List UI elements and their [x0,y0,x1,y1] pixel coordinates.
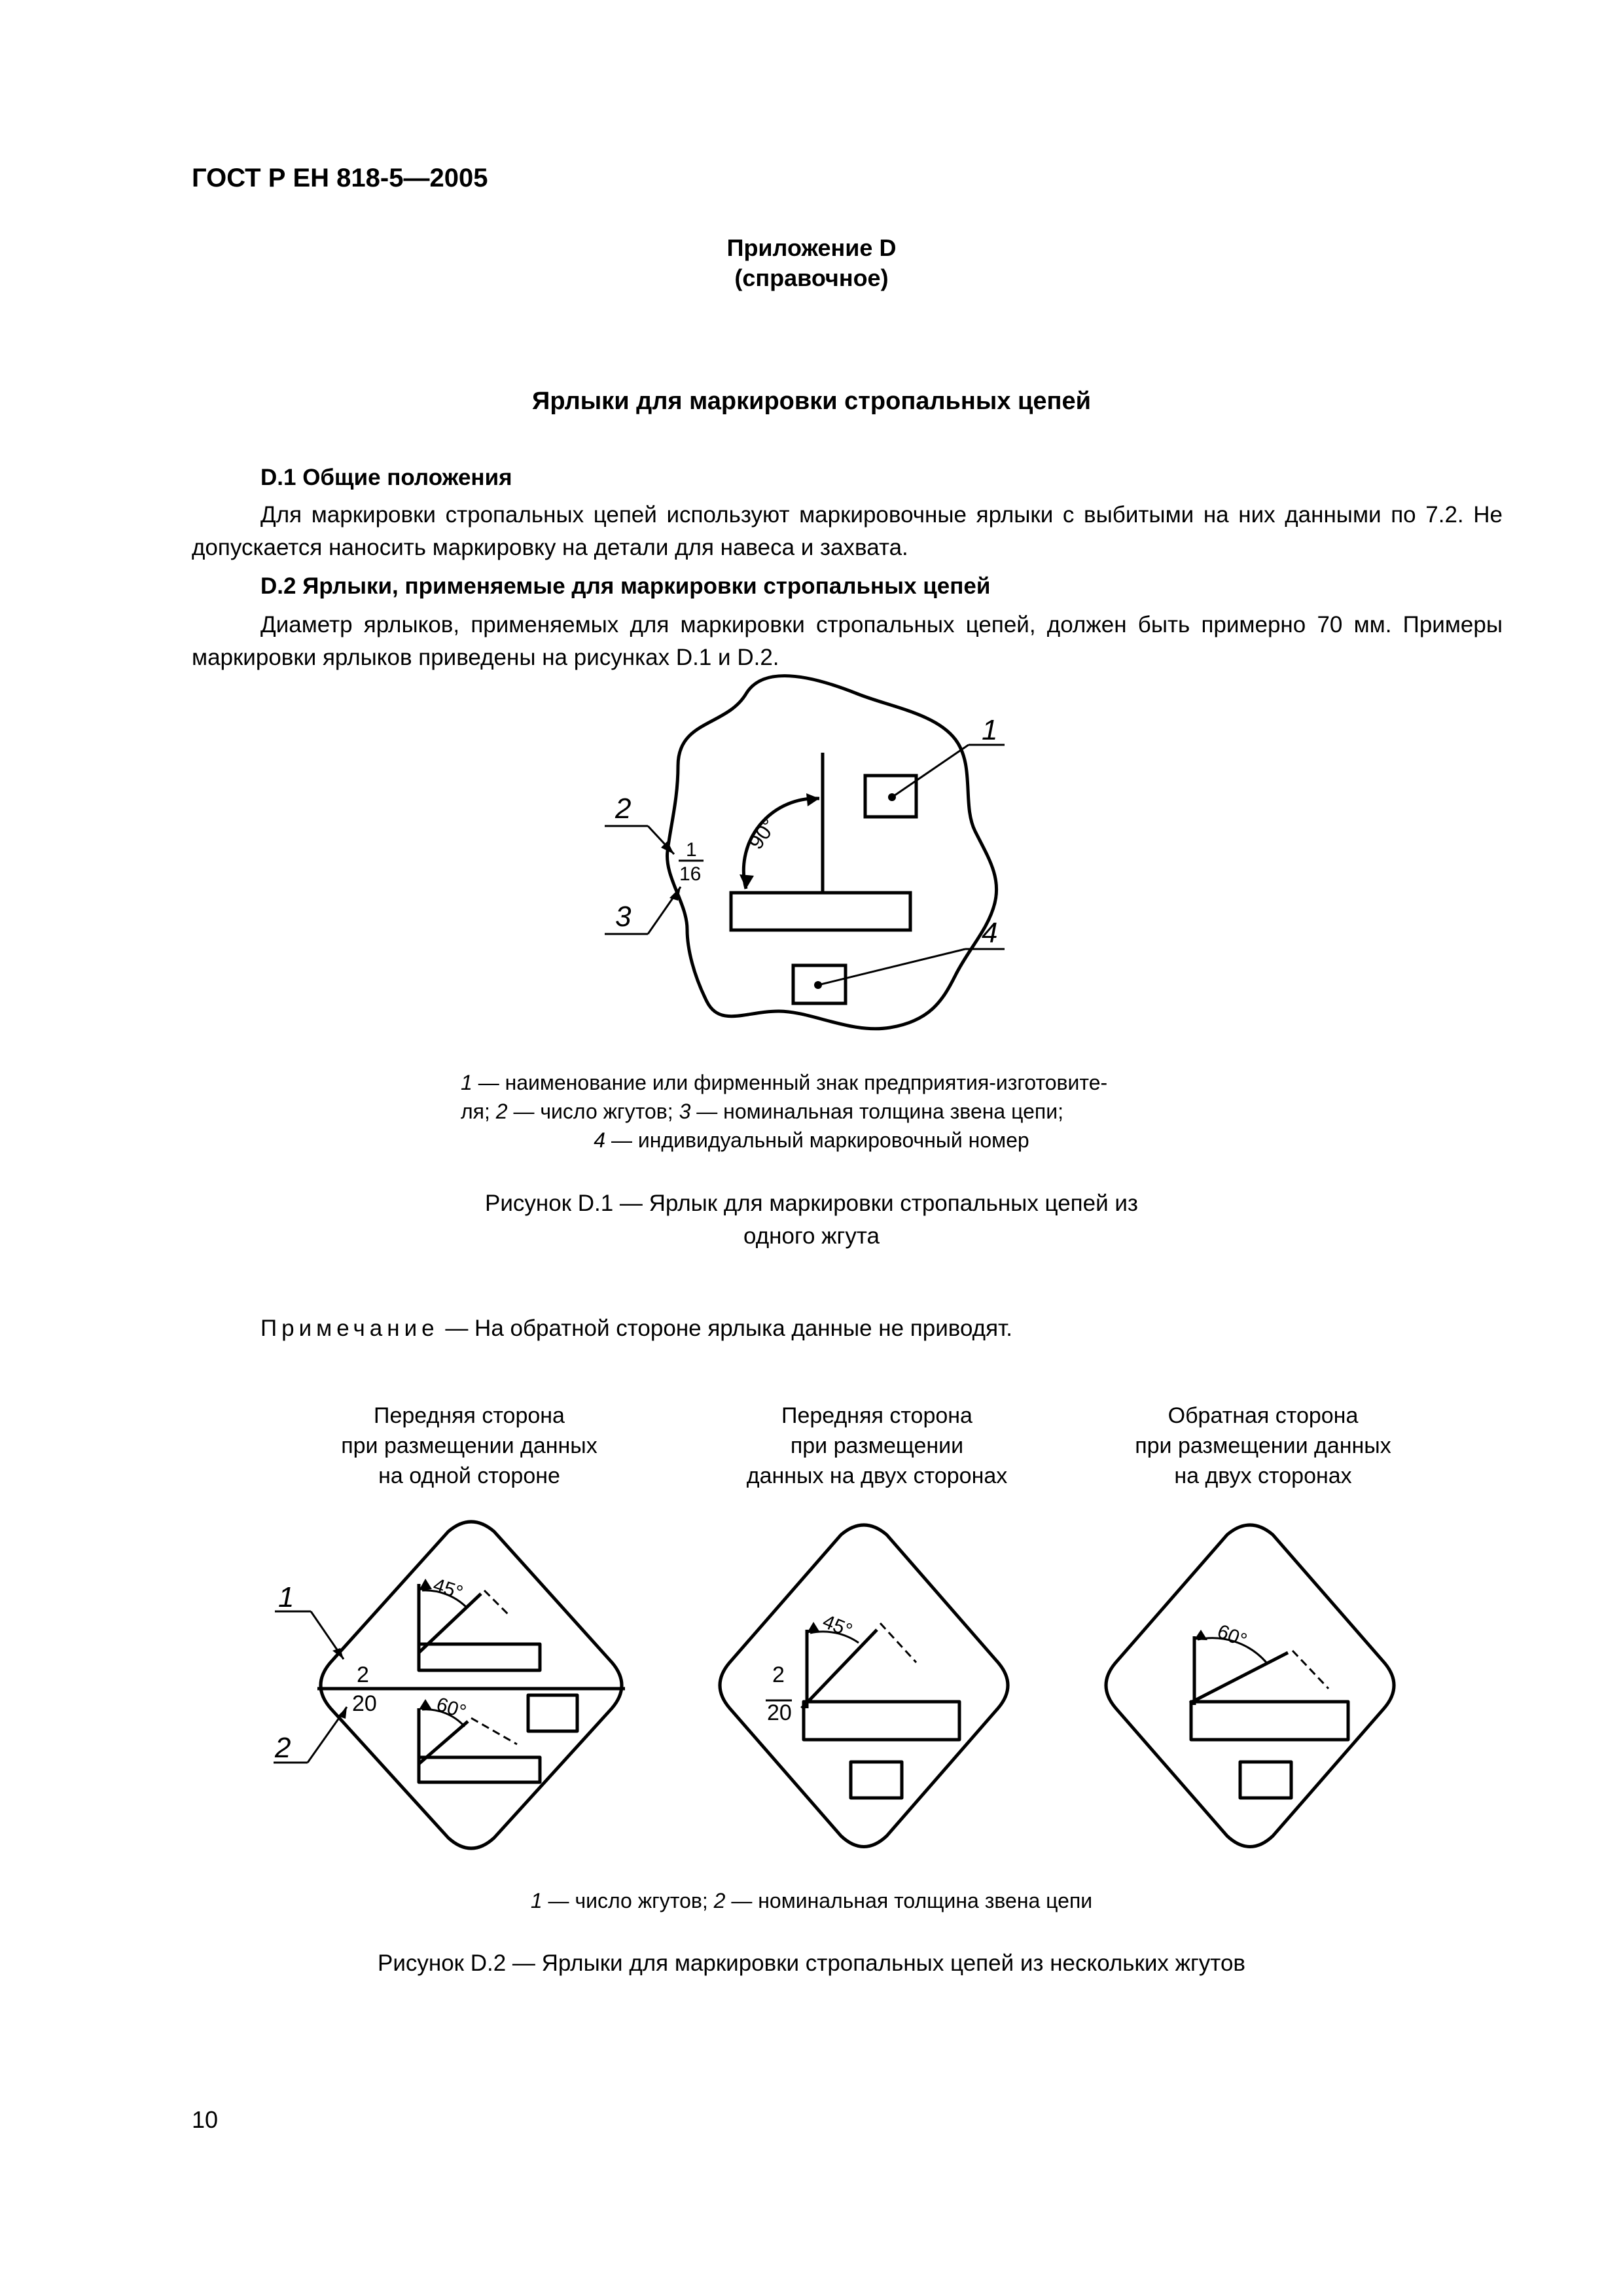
legend-text: ля; [461,1100,496,1123]
mark-rect [1240,1762,1291,1798]
heading-line: данных на двух сторонах [746,1463,1008,1488]
page-number: 10 [192,2106,219,2133]
figure-d2-legend [0,1886,1623,1915]
fraction-numerator: 1 [686,839,697,861]
legend-num: 2 [713,1889,726,1912]
paragraph: Диаметр ярлыков, применяемых для маркировки стропальных цепей, должен быть примерно 70 мм. Примеры маркировки ярлыков приведены на рисунках D.1 и D.2. [192,612,1503,670]
legend-num: 3 [679,1100,691,1123]
legend-num: 1 [530,1889,543,1912]
legend-num: 2 [495,1100,508,1123]
label-4: 4 [982,917,998,949]
heading-line: при размещении данных [1135,1433,1391,1458]
note-label: Примечание [260,1316,439,1341]
angle-45-upper: 45° [430,1574,466,1604]
figure-d2-caption: Рисунок D.2 — Ярлыки для маркировки стропальных цепей из нескольких жгутов [377,1950,1246,1976]
angle-45: 45° [819,1610,855,1642]
legend-text: — наименование или фирменный знак предприятия-изготовите- [472,1071,1108,1094]
legend-text: — номинальная толщина звена цепи [725,1889,1093,1912]
heading-line: при размещении данных [341,1433,597,1458]
heading-line: при размещении [790,1433,964,1458]
angle-60: 60° [1214,1620,1250,1652]
figure-d1-caption-line1: Рисунок D.1 — Ярлык для маркировки стропальных цепей из [485,1191,1138,1216]
note-text: — На обратной стороне ярлыка данные не приводят. [438,1316,1012,1341]
paragraph: Для маркировки стропальных цепей используют маркировочные ярлыки с выбитыми на них данными по 7.2. Не допускается наносить маркировку на детали для навеса и захвата. [192,502,1503,560]
heading-line: на одной стороне [378,1463,560,1488]
legend-text: — номинальная толщина звена цепи; [690,1100,1063,1123]
heading-line: Передняя сторона [781,1403,972,1428]
legend-text: — индивидуальный маркировочный номер [605,1128,1029,1152]
bar-rect-lower [419,1757,540,1782]
legend-text: — число жгутов; [507,1100,679,1123]
legend-num: 1 [461,1071,473,1094]
heading-line: на двух сторонах [1174,1463,1352,1488]
heading-line: Передняя сторона [374,1403,565,1428]
legend-num: 4 [594,1128,606,1152]
label-2: 2 [615,793,632,825]
fraction-denominator: 20 [767,1700,792,1725]
fraction-numerator: 2 [357,1662,369,1687]
section-heading-d2: D.2 Ярлыки, применяемые для маркировки стропальных цепей [260,573,991,599]
appendix-type: (справочное) [734,264,889,291]
heading-line: Обратная сторона [1168,1403,1359,1428]
bar-rect [1191,1702,1348,1740]
mark-rect [851,1762,902,1798]
fraction-denominator: 20 [352,1691,377,1716]
label-1: 1 [278,1581,294,1613]
label-3: 3 [615,901,632,933]
section-heading-d1: D.1 Общие положения [260,465,512,490]
appendix-title: Приложение D [726,234,897,261]
page-title: Ярлыки для маркировки стропальных цепей [532,387,1091,415]
figure-d1-caption-line2: одного жгута [743,1223,880,1249]
fraction-denominator: 16 [679,863,702,885]
label-2: 2 [275,1732,291,1764]
label-1: 1 [982,714,998,746]
mark-rect [528,1695,577,1731]
bar-rect [804,1702,959,1740]
legend-text: — число жгутов; [542,1889,714,1912]
angle-60-lower: 60° [433,1693,469,1723]
doc-code: ГОСТ Р ЕН 818-5—2005 [192,164,488,192]
angle-90: 90° [743,814,781,854]
fraction-numerator: 2 [772,1662,785,1687]
bar-rect-upper [419,1644,540,1670]
